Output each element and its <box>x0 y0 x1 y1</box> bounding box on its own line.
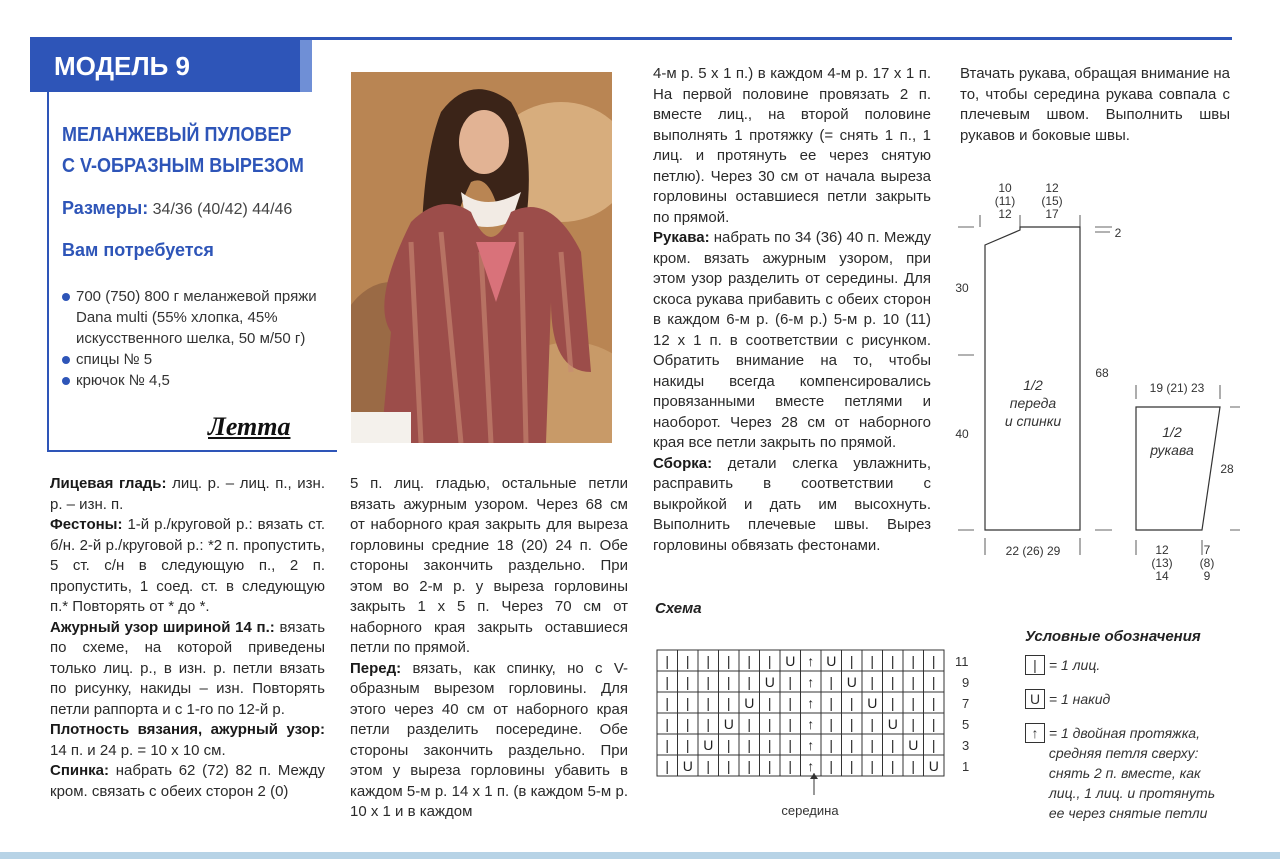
legend-text: снять 2 п. вместе, как <box>1048 765 1201 781</box>
knit-mark: | <box>890 674 895 690</box>
materials-heading: Вам потребуется <box>62 240 214 260</box>
knit-mark: | <box>726 737 731 753</box>
yarn-over-mark: U <box>723 716 734 732</box>
knit-mark: | <box>767 758 772 774</box>
dim-bottom: 22 (26) 29 <box>1005 544 1061 558</box>
text-sleeves: набрать по 34 (36) 40 п. Между кром. вязать ажурным узором, при этом узор разделить от середины. Для скоса рукава прибавить с обеих сторон в каждом 6-м р. (6-м р.) 5-м р. 10 (11) 12 x 1 п. в соответствии с рисунком. Обратить внимание на то, чтобы накиды всегда компенсировались провязанными вместе петлями и наоборот. Через 28 см от наборного края все петли закрыть по прямой. <box>653 229 932 451</box>
knit-mark: | <box>849 737 854 753</box>
text-column-1 <box>50 474 325 802</box>
title-line-1: МЕЛАНЖЕВЫЙ ПУЛОВЕР <box>62 124 292 146</box>
knit-mark: | <box>911 695 916 711</box>
label-stockinette: Лицевая гладь: <box>50 475 167 492</box>
knit-mark: | <box>849 695 854 711</box>
list-item: спицы № 5 <box>62 349 327 370</box>
model-badge: МОДЕЛЬ 9 <box>30 40 300 92</box>
list-item: крючок № 4,5 <box>62 370 327 391</box>
yarn-over-mark: U <box>703 737 714 753</box>
dim-68: 68 <box>1095 366 1109 380</box>
yarn-over-mark: U <box>764 674 775 690</box>
photo-illustration <box>351 72 612 443</box>
dim-top-right-2: (15) <box>1041 194 1063 208</box>
knit-mark: | <box>788 737 793 753</box>
knit-mark: | <box>706 653 711 669</box>
knit-mark: | <box>767 695 772 711</box>
knit-mark: | <box>849 758 854 774</box>
text-front: вязать, как спинку, но с V-образным вырезом горловины. Для этого через 40 см от наборного края петли разделить посередине. Обе стороны закончить раздельно. При этом у выреза горловины убавить в каждом 5-м р. 14 x 1 п. (в каждом 5-м р. 10 x 1 и в каждом <box>350 659 629 820</box>
label-back: Спинка: <box>50 762 110 779</box>
knit-mark: | <box>706 758 711 774</box>
knit-mark: | <box>829 695 834 711</box>
dim-28: 28 <box>1220 462 1234 476</box>
legend-text: = 1 двойная протяжка, <box>1048 725 1200 741</box>
knit-mark: | <box>931 674 936 690</box>
body-label-1: 1/2 <box>1023 377 1043 393</box>
dim-top-right-3: 17 <box>1045 207 1059 221</box>
knit-mark: | <box>911 653 916 669</box>
arrow-up-icon: ↑ <box>1025 723 1045 743</box>
knit-mark: | <box>747 737 752 753</box>
knit-mark: | <box>829 758 834 774</box>
dim-top-left-3: 12 <box>998 207 1012 221</box>
text-gauge: 14 п. и 24 р. = 10 x 10 см. <box>50 741 226 759</box>
knit-mark: | <box>685 716 690 732</box>
text-column-3 <box>653 64 931 556</box>
knit-mark: | <box>870 716 875 732</box>
legend-text: ее через снятые петли <box>1048 805 1208 821</box>
knit-mark: | <box>665 674 670 690</box>
legend-text: = 1 лиц. <box>1048 657 1101 673</box>
dim-top-left-2: (11) <box>994 194 1016 208</box>
text-front-continued: 4-м р. 5 x 1 п.) в каждом 4-м р. 17 x 1 п. На первой половине провязать 2 п. вместе лиц., на второй половине выполнять 1 протяжку (= снять 1 п., 1 лиц. и протянуть ее через снятую петлю). Через 30 см от начала выреза горловины оставшиеся петли закрыть по прямой. <box>653 65 931 226</box>
text-assembly: детали слегка увлажнить, расправить в соответствии с выкройкой и дать им высохнуть. Выполнить плечевые швы. Вырез горловины обвязать фестонами. <box>653 454 931 554</box>
knit-mark: | <box>665 653 670 669</box>
label-lace: Ажурный узор шириной 14 п.: <box>50 618 275 636</box>
title-line-2: С V-ОБРАЗНЫМ ВЫРЕЗОМ <box>62 155 304 177</box>
knit-mark: | <box>747 674 752 690</box>
knit-mark: | <box>870 674 875 690</box>
label-scallops: Фестоны: <box>50 516 123 533</box>
sleeve-label-1: 1/2 <box>1162 424 1182 440</box>
knit-mark: | <box>849 716 854 732</box>
materials-list <box>62 286 327 391</box>
yarn-over-mark: U <box>867 695 878 711</box>
knit-mark: | <box>890 758 895 774</box>
dim-sleeve-left-3: 14 <box>1155 569 1169 583</box>
knit-mark: | <box>767 653 772 669</box>
knit-mark: | <box>829 737 834 753</box>
knit-mark: | <box>870 758 875 774</box>
pattern-schematic <box>940 175 1240 585</box>
knit-mark: | <box>685 674 690 690</box>
sizes-value: 34/36 (40/42) 44/46 <box>152 201 293 218</box>
row-number: 5 <box>962 717 970 732</box>
yarn-over-mark: U <box>928 758 939 774</box>
yarn-over-mark: U <box>908 737 919 753</box>
list-item: 700 (750) 800 г меланжевой пряжи Dana multi (55% хлопка, 45% искусственного шелка, 50 м/50 г) <box>62 286 327 349</box>
sizes <box>62 198 292 219</box>
brand-logo: Летта <box>208 412 291 441</box>
knit-mark: | <box>747 716 752 732</box>
legend-item-decrease <box>1025 723 1215 823</box>
legend-text: = 1 накид <box>1048 691 1111 707</box>
dim-2: 2 <box>1114 226 1122 240</box>
knit-mark: | <box>829 674 834 690</box>
knit-mark: | <box>788 674 793 690</box>
knit-mark: | <box>890 653 895 669</box>
knitting-chart <box>650 645 980 825</box>
label-front: Перед: <box>350 659 402 677</box>
knit-mark: | <box>849 653 854 669</box>
text-stockinette: лиц. р. – лиц. п., изн. р. – изн. п. <box>50 475 326 513</box>
knit-mark: | <box>685 737 690 753</box>
dim-sleeve-left-1: 12 <box>1155 543 1169 557</box>
legend-item-knit <box>1025 655 1100 675</box>
yarn-over-symbol-icon: U <box>1025 689 1045 709</box>
knit-mark: | <box>665 695 670 711</box>
knit-mark: | <box>726 695 731 711</box>
center-label: середина <box>781 803 839 818</box>
double-decrease-mark: ↑ <box>807 758 815 774</box>
model-photo <box>351 72 612 443</box>
knit-mark: | <box>665 737 670 753</box>
bottom-band <box>0 852 1280 859</box>
knit-mark: | <box>870 737 875 753</box>
knit-mark: | <box>931 695 936 711</box>
knit-mark: | <box>685 695 690 711</box>
row-number: 9 <box>962 675 970 690</box>
legend-text: лиц., 1 лиц. и протянуть <box>1048 785 1216 801</box>
row-number: 3 <box>962 738 970 753</box>
double-decrease-mark: ↑ <box>807 716 815 732</box>
knit-mark: | <box>870 653 875 669</box>
knit-mark: | <box>665 716 670 732</box>
text-column-4 <box>960 64 1230 146</box>
knit-mark: | <box>706 716 711 732</box>
label-assembly: Сборка: <box>653 454 713 472</box>
text-column-2 <box>350 474 628 823</box>
knit-mark: | <box>726 653 731 669</box>
double-decrease-mark: ↑ <box>807 653 815 669</box>
knit-mark: | <box>706 674 711 690</box>
label-sleeves: Рукава: <box>653 229 710 246</box>
dim-sleeve-right-3: 9 <box>1203 569 1211 583</box>
knit-mark: | <box>890 695 895 711</box>
double-decrease-mark: ↑ <box>807 695 815 711</box>
legend-item-yarn-over <box>1025 689 1110 709</box>
double-decrease-mark: ↑ <box>807 737 815 753</box>
body-label-2: переда <box>1009 395 1057 411</box>
dim-sleeve-right-2: (8) <box>1199 556 1215 570</box>
body-label-3: и спинки <box>1004 413 1062 429</box>
dim-40: 40 <box>955 427 969 441</box>
knit-mark: | <box>706 695 711 711</box>
knit-mark: | <box>829 716 834 732</box>
knit-symbol-icon: | <box>1025 655 1045 675</box>
knit-mark: | <box>931 653 936 669</box>
knit-mark: | <box>788 758 793 774</box>
text-finishing: Втачать рукава, обращая внимание на то, чтобы середина рукава совпала с плечевым швом. Выполнить швы рукавов и боковые швы. <box>960 65 1230 144</box>
yarn-over-mark: U <box>744 695 755 711</box>
knit-mark: | <box>911 716 916 732</box>
dim-sleeve-top: 19 (21) 23 <box>1149 381 1205 395</box>
knit-mark: | <box>931 737 936 753</box>
knit-mark: | <box>767 737 772 753</box>
dim-top-right-1: 12 <box>1045 181 1059 195</box>
knit-mark: | <box>890 737 895 753</box>
yarn-over-mark: U <box>846 674 857 690</box>
knit-mark: | <box>685 653 690 669</box>
label-gauge: Плотность вязания, ажурный узор: <box>50 721 325 738</box>
yarn-over-mark: U <box>682 758 693 774</box>
legend-title: Условные обозначения <box>1025 628 1201 645</box>
dim-top-left-1: 10 <box>998 181 1012 195</box>
dim-30: 30 <box>955 281 969 295</box>
row-number: 11 <box>955 654 969 669</box>
text-lace: вязать по схеме, на которой приведены только лиц. р., в изн. р. петли вязать по рисунку, накиды – изн. Повторять петли раппорта и с 1-го по 12-й р. <box>50 618 326 718</box>
knit-mark: | <box>747 758 752 774</box>
knit-mark: | <box>911 758 916 774</box>
sizes-label: Размеры: <box>62 198 149 218</box>
schema-title: Схема <box>655 600 702 617</box>
row-number: 1 <box>962 759 970 774</box>
sleeve-label-2: рукава <box>1150 442 1194 458</box>
knit-mark: | <box>747 653 752 669</box>
text-back: набрать 62 (72) 82 п. Между кром. связать с обеих сторон 2 (0) <box>50 762 325 800</box>
knit-mark: | <box>788 695 793 711</box>
dim-sleeve-right-1: 7 <box>1203 543 1211 557</box>
yarn-over-mark: U <box>887 716 898 732</box>
knit-mark: | <box>726 758 731 774</box>
yarn-over-mark: U <box>785 653 796 669</box>
text-scallops: 1-й р./круговой р.: вязать ст. б/н. 2-й р./круговой р.: *2 п. пропустить, 5 ст. с/н в следующую п., 2 п. пропустить, 1 соед. ст. в следующую п.* Повторять от * до *. <box>50 516 325 615</box>
knit-mark: | <box>665 758 670 774</box>
yarn-over-mark: U <box>826 653 837 669</box>
dim-sleeve-left-2: (13) <box>1151 556 1173 570</box>
knit-mark: | <box>726 674 731 690</box>
knit-mark: | <box>788 716 793 732</box>
legend-text: средняя петля сверху: <box>1048 745 1199 761</box>
text-back-continued: 5 п. лиц. гладью, остальные петли вязать ажурным узором. Через 68 см от наборного края закрыть для выреза горловины средние 18 (20) 24 п. Обе стороны закончить раздельно. При этом во 2-м р. у выреза горловины закрыть 1 x 5 п. Через 70 см от наборного края закрыть оставшиеся петли по прямой. <box>350 475 628 656</box>
row-number: 7 <box>962 696 970 711</box>
knit-mark: | <box>767 716 772 732</box>
knit-mark: | <box>911 674 916 690</box>
knit-mark: | <box>931 716 936 732</box>
page-title <box>62 120 314 182</box>
double-decrease-mark: ↑ <box>807 674 815 690</box>
